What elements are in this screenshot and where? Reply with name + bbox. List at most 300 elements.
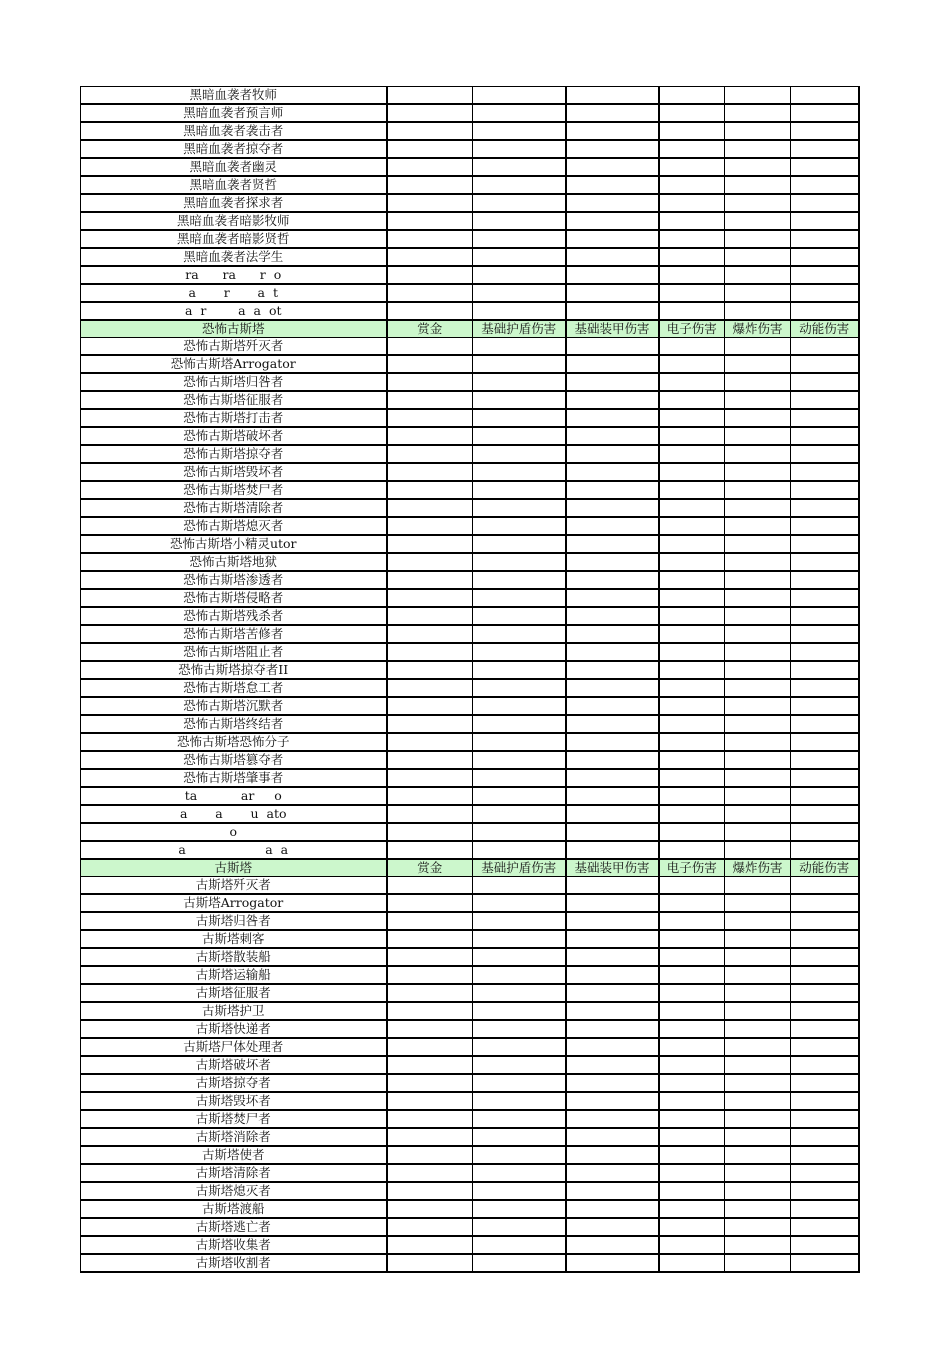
value-cell[interactable]: [473, 212, 566, 230]
value-cell[interactable]: [566, 140, 659, 158]
value-cell[interactable]: [473, 643, 566, 661]
value-cell[interactable]: [659, 212, 725, 230]
value-cell[interactable]: [659, 158, 725, 176]
value-cell[interactable]: [566, 194, 659, 212]
value-cell[interactable]: [387, 715, 473, 733]
column-header-cell[interactable]: 爆炸伤害: [725, 859, 791, 877]
value-cell[interactable]: [725, 1002, 791, 1020]
value-cell[interactable]: [566, 391, 659, 409]
value-cell[interactable]: [791, 1002, 859, 1020]
value-cell[interactable]: [791, 1200, 859, 1218]
value-cell[interactable]: [473, 966, 566, 984]
value-cell[interactable]: [387, 751, 473, 769]
value-cell[interactable]: [659, 1056, 725, 1074]
value-cell[interactable]: [473, 1200, 566, 1218]
value-cell[interactable]: [659, 589, 725, 607]
value-cell[interactable]: [659, 302, 725, 320]
value-cell[interactable]: [725, 553, 791, 571]
value-cell[interactable]: [387, 930, 473, 948]
value-cell[interactable]: [566, 1164, 659, 1182]
value-cell[interactable]: [659, 751, 725, 769]
value-cell[interactable]: [725, 1020, 791, 1038]
value-cell[interactable]: [566, 1110, 659, 1128]
value-cell[interactable]: [566, 930, 659, 948]
value-cell[interactable]: [725, 841, 791, 859]
value-cell[interactable]: [659, 643, 725, 661]
value-cell[interactable]: [387, 481, 473, 499]
value-cell[interactable]: [791, 1074, 859, 1092]
value-cell[interactable]: [566, 643, 659, 661]
value-cell[interactable]: [725, 894, 791, 912]
value-cell[interactable]: [566, 966, 659, 984]
value-cell[interactable]: [725, 1074, 791, 1092]
value-cell[interactable]: [725, 373, 791, 391]
value-cell[interactable]: [659, 409, 725, 427]
value-cell[interactable]: [725, 158, 791, 176]
value-cell[interactable]: [659, 841, 725, 859]
value-cell[interactable]: [791, 1218, 859, 1236]
value-cell[interactable]: [725, 877, 791, 895]
ship-name-cell[interactable]: 恐怖古斯塔焚尸者: [81, 481, 387, 499]
value-cell[interactable]: [725, 823, 791, 841]
value-cell[interactable]: [725, 589, 791, 607]
value-cell[interactable]: [791, 607, 859, 625]
value-cell[interactable]: [659, 1182, 725, 1200]
value-cell[interactable]: [387, 1182, 473, 1200]
value-cell[interactable]: [566, 553, 659, 571]
value-cell[interactable]: [473, 391, 566, 409]
value-cell[interactable]: [473, 338, 566, 356]
ship-name-cell[interactable]: 黑暗血袭者法学生: [81, 248, 387, 266]
value-cell[interactable]: [473, 158, 566, 176]
value-cell[interactable]: [659, 1236, 725, 1254]
ship-name-cell[interactable]: 黑暗血袭者贤哲: [81, 176, 387, 194]
value-cell[interactable]: [725, 194, 791, 212]
value-cell[interactable]: [791, 823, 859, 841]
value-cell[interactable]: [473, 284, 566, 302]
value-cell[interactable]: [473, 823, 566, 841]
value-cell[interactable]: [473, 571, 566, 589]
value-cell[interactable]: [387, 427, 473, 445]
value-cell[interactable]: [387, 697, 473, 715]
value-cell[interactable]: [473, 715, 566, 733]
value-cell[interactable]: [473, 104, 566, 122]
ship-name-cell[interactable]: 古斯塔散装船: [81, 948, 387, 966]
value-cell[interactable]: [473, 607, 566, 625]
value-cell[interactable]: [566, 1182, 659, 1200]
value-cell[interactable]: [725, 625, 791, 643]
value-cell[interactable]: [791, 1020, 859, 1038]
value-cell[interactable]: [566, 481, 659, 499]
value-cell[interactable]: [659, 1092, 725, 1110]
value-cell[interactable]: [473, 355, 566, 373]
value-cell[interactable]: [791, 571, 859, 589]
value-cell[interactable]: [387, 140, 473, 158]
value-cell[interactable]: [473, 679, 566, 697]
value-cell[interactable]: [659, 284, 725, 302]
value-cell[interactable]: [473, 535, 566, 553]
value-cell[interactable]: [566, 1092, 659, 1110]
value-cell[interactable]: [725, 966, 791, 984]
ship-name-cell[interactable]: 古斯塔收割者: [81, 1254, 387, 1272]
value-cell[interactable]: [566, 1038, 659, 1056]
value-cell[interactable]: [725, 284, 791, 302]
value-cell[interactable]: [659, 266, 725, 284]
value-cell[interactable]: [387, 355, 473, 373]
column-header-cell[interactable]: 电子伤害: [659, 320, 725, 338]
value-cell[interactable]: [387, 787, 473, 805]
value-cell[interactable]: [659, 1002, 725, 1020]
value-cell[interactable]: [791, 894, 859, 912]
value-cell[interactable]: [473, 1182, 566, 1200]
value-cell[interactable]: [473, 1074, 566, 1092]
value-cell[interactable]: [566, 894, 659, 912]
value-cell[interactable]: [791, 751, 859, 769]
value-cell[interactable]: [791, 787, 859, 805]
value-cell[interactable]: [566, 841, 659, 859]
value-cell[interactable]: [566, 409, 659, 427]
value-cell[interactable]: [725, 1200, 791, 1218]
ship-name-cell[interactable]: ra ra r o: [81, 266, 387, 284]
value-cell[interactable]: [566, 373, 659, 391]
value-cell[interactable]: [725, 769, 791, 787]
value-cell[interactable]: [473, 1164, 566, 1182]
value-cell[interactable]: [473, 1092, 566, 1110]
value-cell[interactable]: [659, 733, 725, 751]
value-cell[interactable]: [659, 805, 725, 823]
value-cell[interactable]: [387, 1092, 473, 1110]
value-cell[interactable]: [387, 445, 473, 463]
value-cell[interactable]: [725, 697, 791, 715]
value-cell[interactable]: [659, 948, 725, 966]
value-cell[interactable]: [566, 607, 659, 625]
value-cell[interactable]: [473, 176, 566, 194]
column-header-cell[interactable]: 动能伤害: [791, 320, 859, 338]
value-cell[interactable]: [659, 1020, 725, 1038]
value-cell[interactable]: [725, 1110, 791, 1128]
value-cell[interactable]: [725, 481, 791, 499]
ship-name-cell[interactable]: a r a a ot: [81, 302, 387, 320]
value-cell[interactable]: [659, 571, 725, 589]
value-cell[interactable]: [791, 1182, 859, 1200]
value-cell[interactable]: [659, 894, 725, 912]
value-cell[interactable]: [791, 284, 859, 302]
value-cell[interactable]: [566, 877, 659, 895]
value-cell[interactable]: [725, 355, 791, 373]
column-header-cell[interactable]: 基础装甲伤害: [566, 320, 659, 338]
value-cell[interactable]: [659, 517, 725, 535]
column-header-cell[interactable]: 赏金: [387, 320, 473, 338]
value-cell[interactable]: [387, 1218, 473, 1236]
value-cell[interactable]: [387, 571, 473, 589]
ship-name-cell[interactable]: 黑暗血袭者袭击者: [81, 122, 387, 140]
value-cell[interactable]: [659, 87, 725, 105]
value-cell[interactable]: [566, 517, 659, 535]
value-cell[interactable]: [473, 1218, 566, 1236]
value-cell[interactable]: [566, 625, 659, 643]
value-cell[interactable]: [566, 679, 659, 697]
value-cell[interactable]: [725, 1038, 791, 1056]
value-cell[interactable]: [725, 984, 791, 1002]
column-header-cell[interactable]: 基础护盾伤害: [473, 859, 566, 877]
column-header-cell[interactable]: 动能伤害: [791, 859, 859, 877]
value-cell[interactable]: [791, 1254, 859, 1272]
ship-name-cell[interactable]: 恐怖古斯塔恐怖分子: [81, 733, 387, 751]
value-cell[interactable]: [473, 930, 566, 948]
value-cell[interactable]: [566, 661, 659, 679]
ship-name-cell[interactable]: 恐怖古斯塔篡夺者: [81, 751, 387, 769]
ship-name-cell[interactable]: 恐怖古斯塔熄灭者: [81, 517, 387, 535]
value-cell[interactable]: [725, 643, 791, 661]
value-cell[interactable]: [659, 769, 725, 787]
value-cell[interactable]: [725, 1092, 791, 1110]
value-cell[interactable]: [473, 787, 566, 805]
value-cell[interactable]: [473, 697, 566, 715]
value-cell[interactable]: [473, 948, 566, 966]
value-cell[interactable]: [725, 1164, 791, 1182]
value-cell[interactable]: [473, 589, 566, 607]
value-cell[interactable]: [473, 427, 566, 445]
value-cell[interactable]: [387, 87, 473, 105]
value-cell[interactable]: [791, 158, 859, 176]
ship-name-cell[interactable]: 黑暗血袭者暗影贤哲: [81, 230, 387, 248]
value-cell[interactable]: [387, 984, 473, 1002]
value-cell[interactable]: [566, 715, 659, 733]
ship-name-cell[interactable]: 恐怖古斯塔肇事者: [81, 769, 387, 787]
value-cell[interactable]: [791, 769, 859, 787]
value-cell[interactable]: [387, 212, 473, 230]
value-cell[interactable]: [659, 355, 725, 373]
value-cell[interactable]: [566, 104, 659, 122]
value-cell[interactable]: [387, 391, 473, 409]
ship-name-cell[interactable]: 古斯塔毁坏者: [81, 1092, 387, 1110]
value-cell[interactable]: [725, 715, 791, 733]
value-cell[interactable]: [659, 140, 725, 158]
value-cell[interactable]: [659, 535, 725, 553]
value-cell[interactable]: [791, 87, 859, 105]
ship-name-cell[interactable]: 古斯塔刺客: [81, 930, 387, 948]
value-cell[interactable]: [566, 912, 659, 930]
value-cell[interactable]: [566, 751, 659, 769]
value-cell[interactable]: [791, 427, 859, 445]
value-cell[interactable]: [791, 930, 859, 948]
value-cell[interactable]: [725, 733, 791, 751]
value-cell[interactable]: [791, 733, 859, 751]
value-cell[interactable]: [725, 104, 791, 122]
ship-name-cell[interactable]: 恐怖古斯塔渗透者: [81, 571, 387, 589]
value-cell[interactable]: [659, 697, 725, 715]
value-cell[interactable]: [659, 1038, 725, 1056]
value-cell[interactable]: [791, 912, 859, 930]
value-cell[interactable]: [725, 409, 791, 427]
value-cell[interactable]: [387, 1020, 473, 1038]
value-cell[interactable]: [791, 535, 859, 553]
value-cell[interactable]: [473, 661, 566, 679]
ship-name-cell[interactable]: 古斯塔歼灭者: [81, 877, 387, 895]
ship-name-cell[interactable]: a a u ato: [81, 805, 387, 823]
value-cell[interactable]: [387, 841, 473, 859]
value-cell[interactable]: [791, 230, 859, 248]
value-cell[interactable]: [566, 787, 659, 805]
ship-name-cell[interactable]: 古斯塔运输船: [81, 966, 387, 984]
value-cell[interactable]: [791, 1056, 859, 1074]
ship-name-cell[interactable]: 恐怖古斯塔侵略者: [81, 589, 387, 607]
value-cell[interactable]: [387, 176, 473, 194]
value-cell[interactable]: [791, 517, 859, 535]
ship-name-cell[interactable]: 恐怖古斯塔Arrogator: [81, 355, 387, 373]
value-cell[interactable]: [566, 87, 659, 105]
value-cell[interactable]: [725, 930, 791, 948]
value-cell[interactable]: [791, 338, 859, 356]
value-cell[interactable]: [659, 499, 725, 517]
value-cell[interactable]: [659, 230, 725, 248]
value-cell[interactable]: [473, 517, 566, 535]
value-cell[interactable]: [659, 427, 725, 445]
value-cell[interactable]: [387, 948, 473, 966]
value-cell[interactable]: [791, 104, 859, 122]
value-cell[interactable]: [473, 841, 566, 859]
value-cell[interactable]: [473, 733, 566, 751]
value-cell[interactable]: [473, 1038, 566, 1056]
value-cell[interactable]: [473, 877, 566, 895]
value-cell[interactable]: [387, 625, 473, 643]
value-cell[interactable]: [387, 194, 473, 212]
value-cell[interactable]: [387, 805, 473, 823]
value-cell[interactable]: [566, 535, 659, 553]
value-cell[interactable]: [725, 1218, 791, 1236]
value-cell[interactable]: [566, 266, 659, 284]
value-cell[interactable]: [566, 248, 659, 266]
value-cell[interactable]: [659, 1110, 725, 1128]
value-cell[interactable]: [791, 697, 859, 715]
value-cell[interactable]: [387, 607, 473, 625]
ship-name-cell[interactable]: 古斯塔快递者: [81, 1020, 387, 1038]
value-cell[interactable]: [791, 122, 859, 140]
value-cell[interactable]: [725, 266, 791, 284]
value-cell[interactable]: [791, 1164, 859, 1182]
value-cell[interactable]: [387, 1146, 473, 1164]
value-cell[interactable]: [659, 607, 725, 625]
value-cell[interactable]: [387, 553, 473, 571]
ship-name-cell[interactable]: 黑暗血袭者暗影牧师: [81, 212, 387, 230]
value-cell[interactable]: [659, 715, 725, 733]
value-cell[interactable]: [659, 391, 725, 409]
value-cell[interactable]: [725, 805, 791, 823]
value-cell[interactable]: [473, 481, 566, 499]
value-cell[interactable]: [659, 1146, 725, 1164]
value-cell[interactable]: [473, 1254, 566, 1272]
value-cell[interactable]: [791, 302, 859, 320]
value-cell[interactable]: [791, 679, 859, 697]
value-cell[interactable]: [473, 499, 566, 517]
value-cell[interactable]: [566, 338, 659, 356]
value-cell[interactable]: [791, 661, 859, 679]
value-cell[interactable]: [387, 409, 473, 427]
value-cell[interactable]: [387, 1236, 473, 1254]
value-cell[interactable]: [791, 553, 859, 571]
column-header-cell[interactable]: 电子伤害: [659, 859, 725, 877]
value-cell[interactable]: [659, 1074, 725, 1092]
ship-name-cell[interactable]: 恐怖古斯塔残杀者: [81, 607, 387, 625]
ship-name-cell[interactable]: 恐怖古斯塔小精灵utor: [81, 535, 387, 553]
value-cell[interactable]: [659, 445, 725, 463]
value-cell[interactable]: [566, 1146, 659, 1164]
ship-name-cell[interactable]: 恐怖古斯塔歼灭者: [81, 338, 387, 356]
section-title-cell[interactable]: 古斯塔: [81, 859, 387, 877]
column-header-cell[interactable]: 爆炸伤害: [725, 320, 791, 338]
value-cell[interactable]: [566, 463, 659, 481]
value-cell[interactable]: [659, 481, 725, 499]
value-cell[interactable]: [387, 1128, 473, 1146]
value-cell[interactable]: [791, 1128, 859, 1146]
value-cell[interactable]: [791, 266, 859, 284]
ship-name-cell[interactable]: 古斯塔使者: [81, 1146, 387, 1164]
value-cell[interactable]: [387, 248, 473, 266]
column-header-cell[interactable]: 基础护盾伤害: [473, 320, 566, 338]
ship-name-cell[interactable]: 恐怖古斯塔毁坏者: [81, 463, 387, 481]
value-cell[interactable]: [725, 948, 791, 966]
value-cell[interactable]: [659, 373, 725, 391]
ship-name-cell[interactable]: 恐怖古斯塔沉默者: [81, 697, 387, 715]
value-cell[interactable]: [791, 176, 859, 194]
value-cell[interactable]: [387, 679, 473, 697]
value-cell[interactable]: [387, 733, 473, 751]
value-cell[interactable]: [725, 445, 791, 463]
value-cell[interactable]: [473, 894, 566, 912]
value-cell[interactable]: [659, 176, 725, 194]
value-cell[interactable]: [725, 912, 791, 930]
value-cell[interactable]: [387, 517, 473, 535]
ship-name-cell[interactable]: 古斯塔渡船: [81, 1200, 387, 1218]
value-cell[interactable]: [387, 1254, 473, 1272]
value-cell[interactable]: [473, 805, 566, 823]
value-cell[interactable]: [725, 679, 791, 697]
value-cell[interactable]: [387, 302, 473, 320]
value-cell[interactable]: [387, 1164, 473, 1182]
value-cell[interactable]: [473, 553, 566, 571]
value-cell[interactable]: [473, 1002, 566, 1020]
ship-name-cell[interactable]: ta ar o: [81, 787, 387, 805]
value-cell[interactable]: [566, 230, 659, 248]
ship-name-cell[interactable]: 古斯塔尸体处理者: [81, 1038, 387, 1056]
ship-name-cell[interactable]: 恐怖古斯塔征服者: [81, 391, 387, 409]
value-cell[interactable]: [387, 966, 473, 984]
value-cell[interactable]: [725, 87, 791, 105]
ship-name-cell[interactable]: 恐怖古斯塔阻止者: [81, 643, 387, 661]
value-cell[interactable]: [473, 1128, 566, 1146]
value-cell[interactable]: [566, 284, 659, 302]
value-cell[interactable]: [566, 805, 659, 823]
value-cell[interactable]: [659, 966, 725, 984]
value-cell[interactable]: [725, 248, 791, 266]
value-cell[interactable]: [566, 1128, 659, 1146]
value-cell[interactable]: [387, 661, 473, 679]
value-cell[interactable]: [566, 499, 659, 517]
value-cell[interactable]: [387, 769, 473, 787]
ship-name-cell[interactable]: 恐怖古斯塔怠工者: [81, 679, 387, 697]
value-cell[interactable]: [473, 409, 566, 427]
value-cell[interactable]: [725, 751, 791, 769]
value-cell[interactable]: [791, 355, 859, 373]
value-cell[interactable]: [659, 877, 725, 895]
value-cell[interactable]: [659, 930, 725, 948]
value-cell[interactable]: [725, 391, 791, 409]
value-cell[interactable]: [725, 787, 791, 805]
value-cell[interactable]: [387, 643, 473, 661]
value-cell[interactable]: [725, 607, 791, 625]
value-cell[interactable]: [725, 499, 791, 517]
ship-name-cell[interactable]: 恐怖古斯塔破坏者: [81, 427, 387, 445]
